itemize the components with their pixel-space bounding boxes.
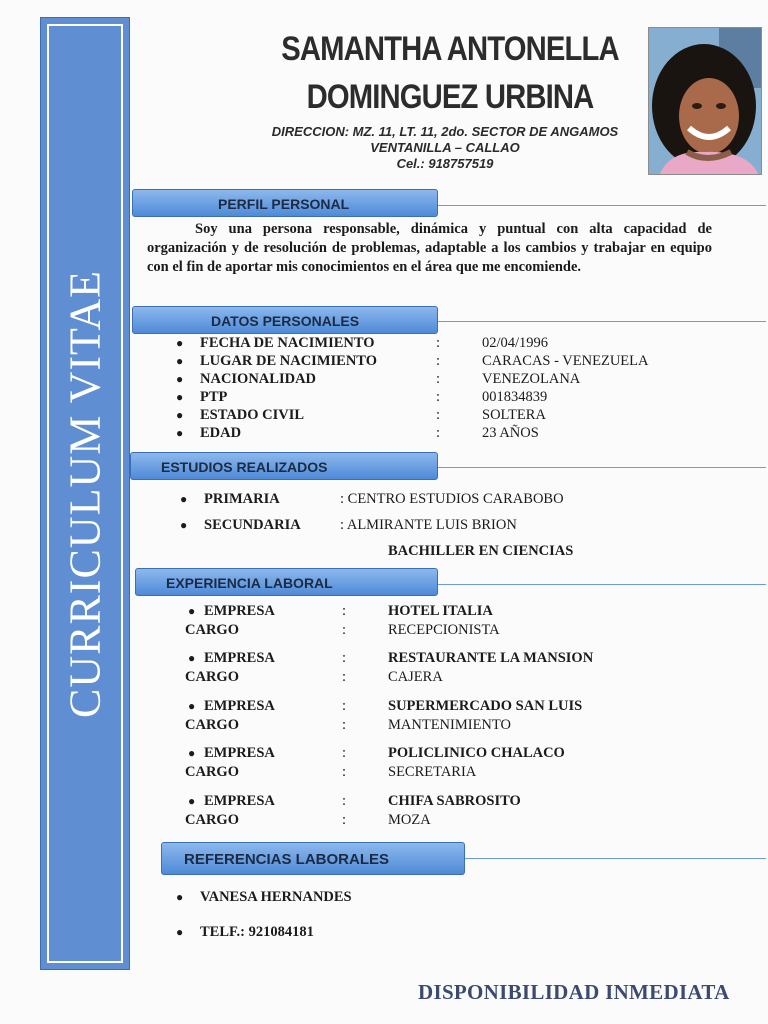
empresa-label: EMPRESA — [204, 793, 275, 809]
sidebar-title: CURRICULUM VITAE — [60, 269, 110, 718]
data-value: VENEZOLANA — [482, 371, 581, 387]
section-rule — [438, 584, 766, 585]
bullet: ● — [176, 408, 184, 422]
secundaria-value: : ALMIRANTE LUIS BRION — [340, 517, 517, 533]
cargo-value: MANTENIMIENTO — [388, 717, 511, 733]
section-header-estudios: ESTUDIOS REALIZADOS — [130, 452, 438, 480]
reference-phone: TELF.: 921084181 — [200, 924, 314, 940]
bullet: ● — [180, 518, 188, 532]
data-value: 23 AÑOS — [482, 425, 539, 441]
bullet: ● — [188, 651, 196, 665]
bullet: ● — [176, 890, 184, 904]
colon: : — [342, 622, 347, 638]
section-rule — [438, 321, 766, 322]
name-line-2: DOMINGUEZ URBINA — [306, 78, 594, 116]
secundaria-extra: BACHILLER EN CIENCIAS — [388, 543, 574, 559]
primaria-value: : CENTRO ESTUDIOS CARABOBO — [340, 491, 564, 507]
empresa-label: EMPRESA — [204, 603, 275, 619]
data-value: SOLTERA — [482, 407, 546, 423]
colon: : — [342, 793, 347, 809]
cargo-value: SECRETARIA — [388, 764, 477, 780]
colon: : — [342, 650, 347, 666]
sidebar-banner — [40, 17, 130, 970]
empresa-label: EMPRESA — [204, 698, 275, 714]
bullet: ● — [176, 390, 184, 404]
colon: : — [436, 335, 441, 351]
data-value: 02/04/1996 — [482, 335, 549, 351]
colon: : — [342, 698, 347, 714]
secundaria-label: SECUNDARIA — [204, 517, 301, 533]
cargo-label: CARGO — [185, 622, 239, 638]
colon: : — [342, 812, 347, 828]
empresa-value: SUPERMERCADO SAN LUIS — [388, 698, 583, 714]
address-line-1: DIRECCION: MZ. 11, LT. 11, 2do. SECTOR DE ANGAMOS — [271, 124, 619, 139]
data-label: FECHA DE NACIMIENTO — [200, 335, 375, 351]
bullet: ● — [188, 794, 196, 808]
cargo-label: CARGO — [185, 764, 239, 780]
empresa-label: EMPRESA — [204, 650, 275, 666]
cargo-label: CARGO — [185, 717, 239, 733]
data-label: ESTADO CIVIL — [200, 407, 305, 423]
reference-name: VANESA HERNANDES — [200, 889, 352, 905]
phone: Cel.: 918757519 — [396, 156, 494, 171]
data-label: PTP — [200, 389, 228, 405]
data-label: LUGAR DE NACIMIENTO — [200, 353, 377, 369]
section-header-referencias: REFERENCIAS LABORALES — [161, 842, 465, 875]
cargo-value: MOZA — [388, 812, 431, 828]
profile-text: Soy una persona responsable, dinámica y puntual con alta capacidad de organización y de resolución de problemas, adaptable a los cambios y trabajar en equipo con el fin de aportar mis conocimientos en el área que me encomiende. — [147, 221, 712, 275]
colon: : — [342, 717, 347, 733]
availability-footer: DISPONIBILIDAD INMEDIATA — [418, 980, 730, 1004]
section-header-perfil: PERFIL PERSONAL — [132, 189, 438, 217]
cargo-value: RECEPCIONISTA — [388, 622, 500, 638]
colon: : — [342, 669, 347, 685]
address-line-2: VENTANILLA – CALLAO — [370, 140, 520, 155]
bullet: ● — [176, 336, 184, 350]
data-label: NACIONALIDAD — [200, 371, 317, 387]
section-rule — [438, 467, 766, 468]
bullet: ● — [188, 604, 196, 618]
data-value: 001834839 — [482, 389, 548, 405]
colon: : — [342, 603, 347, 619]
bullet: ● — [176, 354, 184, 368]
cargo-label: CARGO — [185, 812, 239, 828]
cargo-label: CARGO — [185, 669, 239, 685]
primaria-label: PRIMARIA — [204, 491, 280, 507]
bullet: ● — [188, 699, 196, 713]
empresa-value: HOTEL ITALIA — [388, 603, 493, 619]
profile-photo — [648, 27, 762, 175]
cargo-value: CAJERA — [388, 669, 443, 685]
section-rule — [438, 205, 766, 206]
data-value: CARACAS - VENEZUELA — [482, 353, 649, 369]
empresa-label: EMPRESA — [204, 745, 275, 761]
colon: : — [436, 371, 441, 387]
bullet: ● — [176, 925, 184, 939]
empresa-value: RESTAURANTE LA MANSION — [388, 650, 594, 666]
bullet: ● — [176, 426, 184, 440]
colon: : — [436, 407, 441, 423]
section-header-experiencia: EXPERIENCIA LABORAL — [135, 568, 438, 596]
data-label: EDAD — [200, 425, 242, 441]
bullet: ● — [180, 492, 188, 506]
bullet: ● — [176, 372, 184, 386]
empresa-value: POLICLINICO CHALACO — [388, 745, 565, 761]
empresa-value: CHIFA SABROSITO — [388, 793, 521, 809]
bullet: ● — [188, 746, 196, 760]
section-rule — [465, 858, 766, 859]
name-line-1: SAMANTHA ANTONELLA — [281, 30, 619, 68]
colon: : — [436, 425, 441, 441]
section-header-datos: DATOS PERSONALES — [132, 306, 438, 334]
colon: : — [436, 353, 441, 369]
colon: : — [342, 745, 347, 761]
colon: : — [342, 764, 347, 780]
colon: : — [436, 389, 441, 405]
